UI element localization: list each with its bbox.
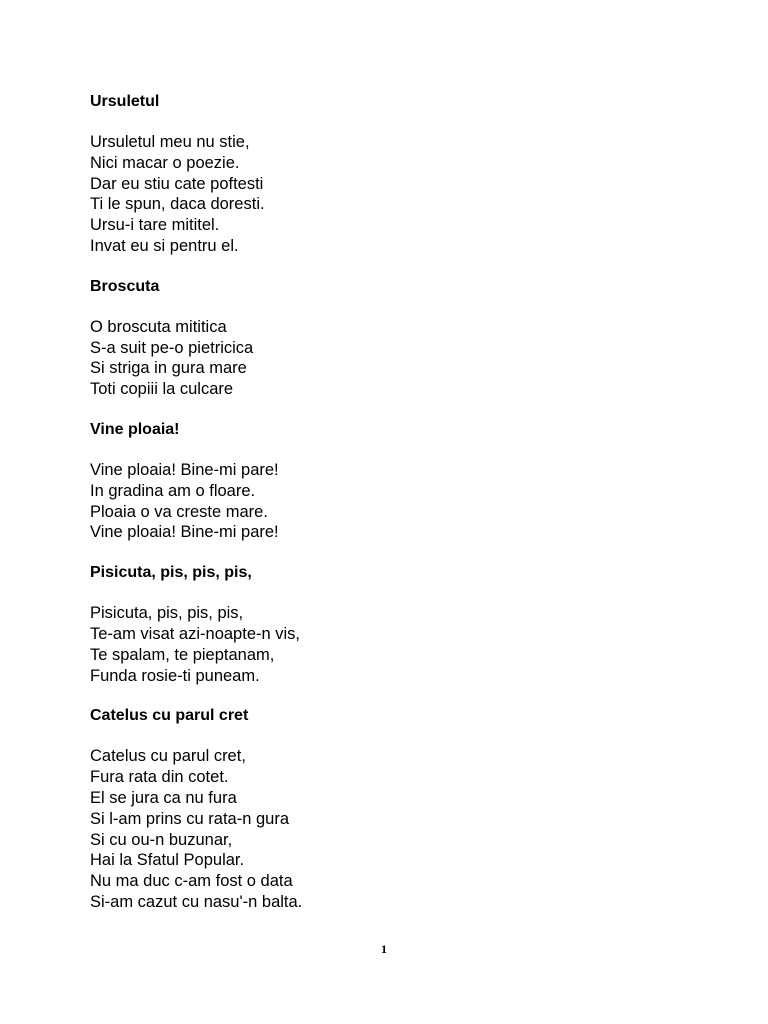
poem-stanza xyxy=(90,132,690,257)
poem-line: Dar eu stiu cate poftesti xyxy=(90,174,264,193)
poem-stanza xyxy=(90,603,690,686)
poem-line: Vine ploaia! Bine-mi pare! xyxy=(90,460,279,479)
poem-line: Toti copiii la culcare xyxy=(90,380,234,399)
page-number: 1 xyxy=(381,942,387,956)
poem-broscuta xyxy=(90,277,690,400)
poem-line: Hai la Sfatul Popular. xyxy=(90,851,245,870)
poem-stanza xyxy=(90,317,690,400)
poem-line: Te spalam, te pieptanam, xyxy=(90,645,275,664)
poem-vine-ploaia xyxy=(90,420,690,543)
poem-line: S-a suit pe-o pietricica xyxy=(90,338,254,357)
poem-stanza xyxy=(90,746,690,912)
poem-line: Ti le spun, daca doresti. xyxy=(90,195,265,214)
poem-line: Fura rata din cotet. xyxy=(90,768,229,787)
poem-title: Broscuta xyxy=(90,277,160,295)
poem-line: Nici macar o poezie. xyxy=(90,153,240,172)
poem-line: Nu ma duc c-am fost o data xyxy=(90,872,293,891)
poem-ursuletul xyxy=(90,92,690,257)
poem-line: Catelus cu parul cret, xyxy=(90,747,246,766)
poem-pisicuta xyxy=(90,563,690,686)
poem-collection xyxy=(90,92,690,933)
poem-line: Te-am visat azi-noapte-n vis, xyxy=(90,624,300,643)
poem-line: Si-am cazut cu nasu'-n balta. xyxy=(90,892,303,911)
poem-line: Vine ploaia! Bine-mi pare! xyxy=(90,523,279,542)
poem-title: Catelus cu parul cret xyxy=(90,707,249,725)
poem-line: Si cu ou-n buzunar, xyxy=(90,830,233,849)
poem-title: Ursuletul xyxy=(90,93,160,110)
poem-line: Invat eu si pentru el. xyxy=(90,236,239,255)
poem-line: Funda rosie-ti puneam. xyxy=(90,666,260,685)
poem-line: Si striga in gura mare xyxy=(90,359,247,378)
poem-title: Vine ploaia! xyxy=(90,420,180,438)
poem-line: El se jura ca nu fura xyxy=(90,788,237,807)
poem-line: Pisicuta, pis, pis, pis, xyxy=(90,604,244,623)
poem-line: Ploaia o va creste mare. xyxy=(90,502,268,521)
poem-line: In gradina am o floare. xyxy=(90,481,256,500)
poem-stanza xyxy=(90,460,690,543)
poem-title: Pisicuta, pis, pis, pis, xyxy=(90,564,252,582)
poem-catelus xyxy=(90,706,690,912)
poem-line: Ursu-i tare mititel. xyxy=(90,216,220,235)
poem-line: O broscuta mititica xyxy=(90,317,227,336)
poem-line: Ursuletul meu nu stie, xyxy=(90,133,250,151)
poem-line: Si l-am prins cu rata-n gura xyxy=(90,809,289,828)
